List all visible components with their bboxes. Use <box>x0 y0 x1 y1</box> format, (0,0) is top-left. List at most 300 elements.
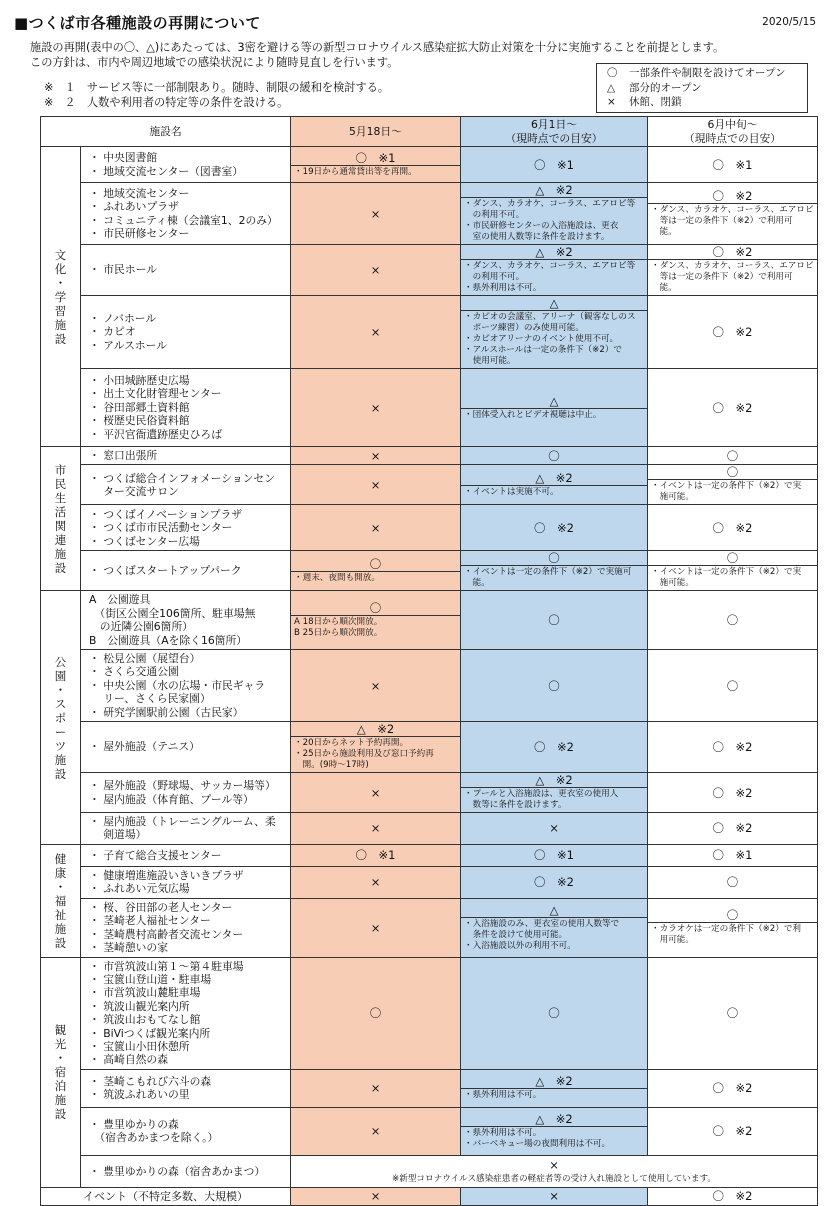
note-text: 開。(9時～17時) <box>294 760 369 771</box>
status-symbol: 〇 <box>726 613 739 628</box>
status-symbol: 〇 ※2 <box>712 520 753 535</box>
note-text: ・カピオアリーナのイベント使用不可。 <box>464 334 619 344</box>
status-symbol: 〇 <box>726 1006 739 1021</box>
note-text: ・市民研修センターの入浴施設は、更衣 <box>464 221 619 231</box>
status-symbol: × <box>549 1158 559 1173</box>
facility-name: ・ さくら交通公園 <box>89 665 179 679</box>
status-symbol: 〇 ※2 <box>712 188 753 203</box>
jun1-cell-content <box>461 183 647 244</box>
status-symbol: 〇 <box>726 465 739 480</box>
category-char: 施 <box>54 752 67 767</box>
status-symbol: 〇 ※2 <box>712 740 753 755</box>
merged-status <box>291 1155 818 1187</box>
status-jun1 <box>461 447 648 465</box>
facility-name: ・ 市営筑波山麓駐車場 <box>89 986 201 1000</box>
header-may18: 5月18日～ <box>291 117 461 147</box>
status-symbol: △ <box>549 902 559 917</box>
may-cell-content <box>291 722 460 772</box>
facility-name: ・ 桜歴史民俗資料館 <box>89 414 190 428</box>
status-symbol: 〇 ※1 <box>712 848 753 863</box>
status-note <box>461 310 647 368</box>
table-row <box>41 773 818 813</box>
page-title: ■つくば市各種施設の再開について <box>14 14 261 32</box>
status-junmid <box>648 591 818 650</box>
facility-names <box>81 844 291 866</box>
status-junmid <box>648 183 818 245</box>
facility-name: ・ 松見公園（展望台） <box>89 652 201 666</box>
status-jun1 <box>461 898 648 957</box>
facility-name: ・ 茎崎農村高齢者交流センター <box>89 927 244 941</box>
status-jun1 <box>461 245 648 296</box>
facility-names <box>81 147 291 183</box>
note-text: A 18日から順次開放。 <box>294 616 383 627</box>
status-symbol: △ ※2 <box>535 1111 573 1126</box>
header-row <box>41 117 818 147</box>
header-jun1-date: 6月1日～ <box>530 117 578 131</box>
status-symbol: 〇 ※2 <box>712 325 753 339</box>
status-symbol: × <box>370 1124 381 1139</box>
category-park <box>41 591 81 844</box>
junmid-cell-content <box>648 908 817 947</box>
status-symbol: 〇 ※1 <box>534 157 574 172</box>
legend-item <box>607 66 801 81</box>
status-symbol: 〇 ※2 <box>534 875 574 890</box>
category-char: ・ <box>54 275 67 290</box>
note-text: 数等に条件を設けます。 <box>464 800 567 811</box>
legend-symbol: △ <box>607 81 616 94</box>
facility-name: ・ 筑波ふれあいの里 <box>89 1088 190 1102</box>
table-row <box>41 866 818 898</box>
note-text: ・ダンス、カラオケ、コーラス、エアロビ <box>651 204 814 215</box>
facility-name: B 公園遊具（Aを除く16箇所） <box>89 633 248 647</box>
note-text: ・25日から施設利用及び窓口予約再 <box>294 749 434 760</box>
category-char: 祉 <box>54 907 67 922</box>
note-text: 使用可能。 <box>464 356 516 366</box>
header-jun1 <box>461 117 648 147</box>
jun1-cell-content <box>461 551 647 590</box>
status-symbol: × <box>370 206 381 221</box>
status-symbol: × <box>370 263 381 277</box>
intro-line: この方針は、市内や周辺地域での感染状況により随時見直しを行います。 <box>30 56 399 69</box>
header-junmid <box>648 117 818 147</box>
facility-name: ・ カピオ <box>89 325 136 339</box>
status-symbol: × <box>370 520 381 535</box>
status-symbol: △ ※2 <box>535 183 573 197</box>
facility-name: ・ 市営筑波山第１～第４駐車場 <box>89 959 244 973</box>
status-symbol: 〇 ※2 <box>712 785 753 800</box>
legend-symbol: 〇 <box>607 67 618 79</box>
jun1-cell-content <box>461 394 647 422</box>
status-note <box>648 922 817 947</box>
status-note <box>291 165 460 179</box>
status-jun1 <box>461 866 648 898</box>
status-note <box>291 736 460 772</box>
category-char: 施 <box>54 317 67 332</box>
footnotes <box>44 80 389 110</box>
status-jun1 <box>461 465 648 505</box>
note-text: ・県外利用は不可。 <box>464 1090 542 1101</box>
status-symbol: × <box>370 325 381 339</box>
facility-names <box>81 447 291 465</box>
facility-names <box>81 245 291 296</box>
status-symbol: △ ※2 <box>535 773 573 788</box>
junmid-cell-content <box>648 245 817 295</box>
status-note <box>461 259 647 295</box>
facility-name: ・ BiViつくば観光案内所 <box>89 1026 211 1040</box>
status-jun1 <box>461 844 648 866</box>
status-junmid <box>648 447 818 465</box>
facility-name: ・ 茎崎憩いの家 <box>89 941 169 955</box>
table-row <box>41 1069 818 1107</box>
facility-names <box>81 505 291 551</box>
category-char: 光 <box>54 1037 67 1052</box>
status-junmid <box>648 296 818 369</box>
facility-name: ・ ふれあいプラザ <box>89 200 179 214</box>
may-cell-content <box>291 151 460 179</box>
facility-name: ・ 宝篋山登山道・駐車場 <box>89 972 212 986</box>
status-symbol: 〇 ※2 <box>712 821 753 836</box>
status-junmid <box>648 245 818 296</box>
status-symbol: 〇 <box>548 613 560 628</box>
table-row <box>41 957 818 1069</box>
facility-name: ・ つくばセンター広場 <box>89 534 200 548</box>
note-text: ・イベントは一定の条件下（※2）で実 <box>651 567 802 578</box>
note-text: B 25日から順次開放。 <box>294 627 383 638</box>
jun1-cell-content <box>461 471 647 499</box>
note-text: ・ダンス、カラオケ、コーラス、エアロビ <box>651 261 814 271</box>
legend-item <box>607 95 801 110</box>
category-char: 設 <box>54 766 67 781</box>
table-row <box>41 898 818 957</box>
status-symbol: × <box>370 920 381 935</box>
status-symbol: 〇 ※2 <box>712 1124 753 1139</box>
footnote-1: ※ １ サービス等に一部制限あり。随時、制限の緩和を検討する。 <box>44 81 390 94</box>
status-junmid <box>648 465 818 505</box>
status-jun1 <box>461 773 648 813</box>
status-may18 <box>291 245 461 296</box>
category-culture <box>41 147 81 447</box>
status-symbol: 〇 ※2 <box>712 1081 753 1096</box>
table-row <box>41 1107 818 1155</box>
status-note <box>461 408 647 422</box>
category-health <box>41 844 81 957</box>
status-junmid <box>648 722 818 773</box>
status-junmid <box>648 551 818 591</box>
status-jun1 <box>461 957 648 1069</box>
status-note <box>461 1126 647 1151</box>
status-may18 <box>291 183 461 245</box>
status-may18 <box>291 369 461 447</box>
status-symbol: × <box>370 678 381 693</box>
status-may18 <box>291 591 461 650</box>
may-cell-content <box>291 601 460 640</box>
category-char: 習 <box>54 303 67 318</box>
category-char: 民 <box>54 476 67 491</box>
facility-name: ・ 谷田部郷土資料館 <box>89 400 190 414</box>
status-note <box>291 615 460 640</box>
facility-names <box>81 957 291 1069</box>
status-may18 <box>291 447 461 465</box>
facility-name: ・ 高崎自然の森 <box>89 1053 169 1067</box>
category-char: 公 <box>54 654 67 669</box>
category-char: 関 <box>54 518 67 533</box>
status-note <box>648 565 817 590</box>
facility-names <box>81 296 291 369</box>
category-char: 生 <box>54 490 67 505</box>
category-char: 学 <box>54 289 67 304</box>
status-jun1 <box>461 591 648 650</box>
header-jun1-sub: （現時点での目安） <box>505 131 603 145</box>
status-may18 <box>291 866 461 898</box>
status-symbol: 〇 <box>726 678 739 693</box>
document-date: 2020/5/15 <box>762 16 816 28</box>
status-symbol: 〇 <box>369 600 382 615</box>
facility-name: ター交流サロン <box>89 484 179 498</box>
status-jun1 <box>461 551 648 591</box>
legend-label: 一部条件や制限を設けてオープン <box>629 67 786 79</box>
facility-name: ・ 市民研修センター <box>89 226 190 240</box>
status-note <box>648 479 817 504</box>
legend-symbol: × <box>607 96 616 108</box>
status-note <box>461 197 647 244</box>
status-may18 <box>291 813 461 845</box>
status-may18 <box>291 147 461 183</box>
note-text: 施可能。 <box>651 578 694 589</box>
status-jun1 <box>461 722 648 773</box>
facility-name: ・ 健康増進施設いきいきプラザ <box>89 868 244 882</box>
status-symbol: 〇 <box>369 556 382 571</box>
category-char: 活 <box>54 504 67 519</box>
category-char: ス <box>54 696 67 711</box>
note-text: ・ダンス、カラオケ、コーラス、エアロビ等 <box>464 199 636 209</box>
note-text: 室の使用人数等に条件を設けます。 <box>464 232 610 242</box>
status-symbol: 〇 ※1 <box>534 848 574 863</box>
status-junmid <box>648 813 818 845</box>
facility-name: 剣道場） <box>89 828 147 842</box>
facility-name: ・ 市民ホール <box>89 263 157 277</box>
facility-name: ・ 平沢官衙遺跡歴史ひろば <box>89 427 222 441</box>
status-symbol: × <box>370 821 381 836</box>
table-row <box>41 183 818 245</box>
facility-names <box>81 1107 291 1155</box>
table-row <box>41 296 818 369</box>
status-may18 <box>291 1069 461 1107</box>
status-note <box>648 259 817 295</box>
category-tourism <box>41 957 81 1187</box>
table-row <box>41 1155 818 1187</box>
status-symbol: △ ※2 <box>535 245 573 259</box>
facility-name: ・ 研究学園駅前公園（古民家） <box>89 705 244 719</box>
status-symbol: 〇 ※1 <box>355 848 396 863</box>
status-junmid <box>648 369 818 447</box>
facility-name: ・ 屋外施設（野球場、サッカー場等） <box>89 779 276 793</box>
category-char: 福 <box>54 893 67 908</box>
status-symbol: 〇 <box>369 1006 382 1021</box>
table-row <box>41 722 818 773</box>
note-text: ・入浴施設以外の利用不可。 <box>464 940 576 951</box>
status-jun1 <box>461 813 648 845</box>
note-text: 能。 <box>651 226 677 237</box>
status-junmid <box>648 957 818 1069</box>
status-may18 <box>291 650 461 722</box>
status-may18 <box>291 1107 461 1155</box>
status-jun1 <box>461 650 648 722</box>
jun1-cell-content <box>461 296 647 368</box>
status-symbol: × <box>549 821 559 836</box>
status-may18 <box>291 551 461 591</box>
facility-name: ・ 子育て総合支援センター <box>89 848 222 862</box>
facility-names <box>81 551 291 591</box>
facility-name: ・ 小田城跡歴史広場 <box>89 373 190 387</box>
intro-line: 施設の再開(表中の〇、△)にあたっては、3密を避ける等の新型コロナウイルス感染症拡大防止対策を十分に実施することを前提とします。 <box>30 41 725 54</box>
category-char: 設 <box>54 935 67 950</box>
category-char: 設 <box>54 331 67 346</box>
note-text: ・団体受入れとビデオ視聴は中止。 <box>464 409 602 420</box>
category-char: ツ <box>54 738 67 753</box>
status-junmid <box>648 505 818 551</box>
note-text: の利用不可。 <box>464 210 525 220</box>
note-text: ・プールと入浴施設は、更衣室の使用人 <box>464 789 619 800</box>
note-text: ・カラオケは一定の条件下（※2）で利 <box>651 924 802 935</box>
status-may18 <box>291 773 461 813</box>
status-symbol: 〇 <box>726 448 739 463</box>
facility-name: ・ 中央公園（水の広場・市民ギャラ <box>89 678 266 692</box>
category-char: 康 <box>54 865 67 880</box>
facility-event: イベント（不特定多数、大規模） <box>41 1187 291 1205</box>
jun1-cell-content <box>461 903 647 953</box>
event-row <box>41 1187 818 1205</box>
may-cell-content <box>291 557 460 585</box>
status-symbol: △ ※2 <box>535 1074 573 1089</box>
note-text: ・イベントは一定の条件下（※2）で実施可 <box>464 567 632 578</box>
facility-name: ・ コミュニティ棟（会議室1、2のみ） <box>89 213 278 227</box>
facility-name: ・ 窓口出張所 <box>89 449 158 462</box>
status-symbol: 〇 <box>548 1006 560 1021</box>
status-symbol: 〇 <box>726 551 739 566</box>
status-symbol: 〇 ※1 <box>712 157 753 172</box>
note-text: 等は一定の条件下（※2）で利用可 <box>651 215 793 226</box>
status-may18 <box>291 465 461 505</box>
status-symbol: × <box>370 875 381 890</box>
status-jun1 <box>461 1069 648 1107</box>
status-symbol: △ ※2 <box>535 470 573 485</box>
note-text: ・19日から通常貸出等を再開。 <box>294 166 417 177</box>
facility-name: ・ 豊里ゆかりの森 <box>89 1117 179 1131</box>
junmid-cell-content <box>648 465 817 504</box>
facility-name: リー、さくら民家園） <box>89 692 211 706</box>
jun1-cell-content <box>461 245 647 295</box>
status-may18: × <box>291 1187 461 1205</box>
table-row <box>41 551 818 591</box>
status-note <box>461 565 647 590</box>
facility-name: ・ 豊里ゆかりの森（宿舎あかまつ） <box>89 1164 266 1178</box>
note-text: ・週末、夜間も開放。 <box>294 572 380 583</box>
status-symbol: 〇 <box>548 678 560 693</box>
status-symbol: 〇 ※2 <box>712 400 753 415</box>
category-char: 市 <box>54 462 67 477</box>
facility-names <box>81 773 291 813</box>
category-char: ・ <box>54 879 67 894</box>
category-char: ポ <box>54 710 67 725</box>
status-symbol: △ <box>549 393 559 408</box>
facility-name: ・ 中央図書館 <box>89 151 158 165</box>
legend-label: 部分的オープン <box>629 81 702 94</box>
status-note <box>461 485 647 499</box>
table-row <box>41 147 818 183</box>
note-text: 能。 <box>651 283 677 293</box>
category-char: ・ <box>54 1051 67 1066</box>
category-char: 観 <box>54 1023 67 1038</box>
note-text: 能。 <box>464 578 490 589</box>
status-junmid <box>648 1069 818 1107</box>
note-text: ・イベントは一定の条件下（※2）で実 <box>651 481 802 492</box>
table-row <box>41 245 818 296</box>
note-text: 施可能。 <box>651 492 694 503</box>
status-note <box>291 571 460 585</box>
facility-name: ・ 筑波山観光案内所 <box>89 999 190 1013</box>
facility-name: ・ 屋内施設（トレーニングルーム、柔 <box>89 815 276 829</box>
note-text: の利用不可。 <box>464 272 525 282</box>
facility-names <box>81 465 291 505</box>
category-char: 施 <box>54 546 67 561</box>
table-row <box>41 813 818 845</box>
facility-table <box>40 116 818 1206</box>
status-symbol: 〇 <box>548 551 560 566</box>
facility-name: ・ 地域交流センター（図書室） <box>89 164 244 178</box>
status-jun1 <box>461 183 648 245</box>
table-row <box>41 591 818 650</box>
table-row <box>41 447 818 465</box>
facility-names <box>81 898 291 957</box>
footnote-2: ※ ２ 人数や利用者の特定等の条件を設ける。 <box>44 96 289 109</box>
note-text: ・カピオの会議室、アリーナ（観客なしのス <box>464 312 636 322</box>
status-jun1 <box>461 1107 648 1155</box>
status-jun1 <box>461 369 648 447</box>
facility-name: ・ つくばスタートアップパーク <box>89 564 242 578</box>
status-jun1: × <box>461 1187 648 1205</box>
junmid-cell-content <box>648 551 817 590</box>
status-junmid <box>648 898 818 957</box>
status-may18 <box>291 898 461 957</box>
facility-names <box>81 813 291 845</box>
facility-name: ・ 筑波山おもてなし館 <box>89 1013 201 1027</box>
facility-names <box>81 1069 291 1107</box>
note-text: ・入浴施設のみ、更衣室の使用人数等で <box>464 918 620 929</box>
status-note <box>461 1088 647 1102</box>
legend-item <box>607 81 801 96</box>
facility-name: ・ 屋内施設（体育館、プール等） <box>89 792 254 806</box>
jun1-cell-content <box>461 773 647 812</box>
category-char: 宿 <box>54 1065 67 1080</box>
facility-name: ・ ふれあい元気広場 <box>89 882 190 896</box>
category-char: ・ <box>54 682 67 697</box>
status-junmid <box>648 773 818 813</box>
facility-names <box>81 369 291 447</box>
table-row <box>41 465 818 505</box>
status-symbol: 〇 ※2 <box>712 245 753 259</box>
note-text: ・県外利用は不可。 <box>464 1127 542 1138</box>
status-junmid <box>648 844 818 866</box>
status-jun1 <box>461 296 648 369</box>
facility-name: A 公園遊具 <box>89 593 151 607</box>
status-note: ※新型コロナウイルス感染症患者の軽症者等の受け入れ施設として使用しています。 <box>392 1174 716 1185</box>
facility-name: ・ 茎崎こもれび六斗の森 <box>89 1074 212 1088</box>
header-junmid-sub: （現時点での目安） <box>683 131 782 145</box>
status-symbol: 〇 <box>548 448 560 463</box>
status-note <box>461 917 647 953</box>
category-char: 健 <box>54 851 67 866</box>
jun1-cell-content <box>461 1112 647 1151</box>
